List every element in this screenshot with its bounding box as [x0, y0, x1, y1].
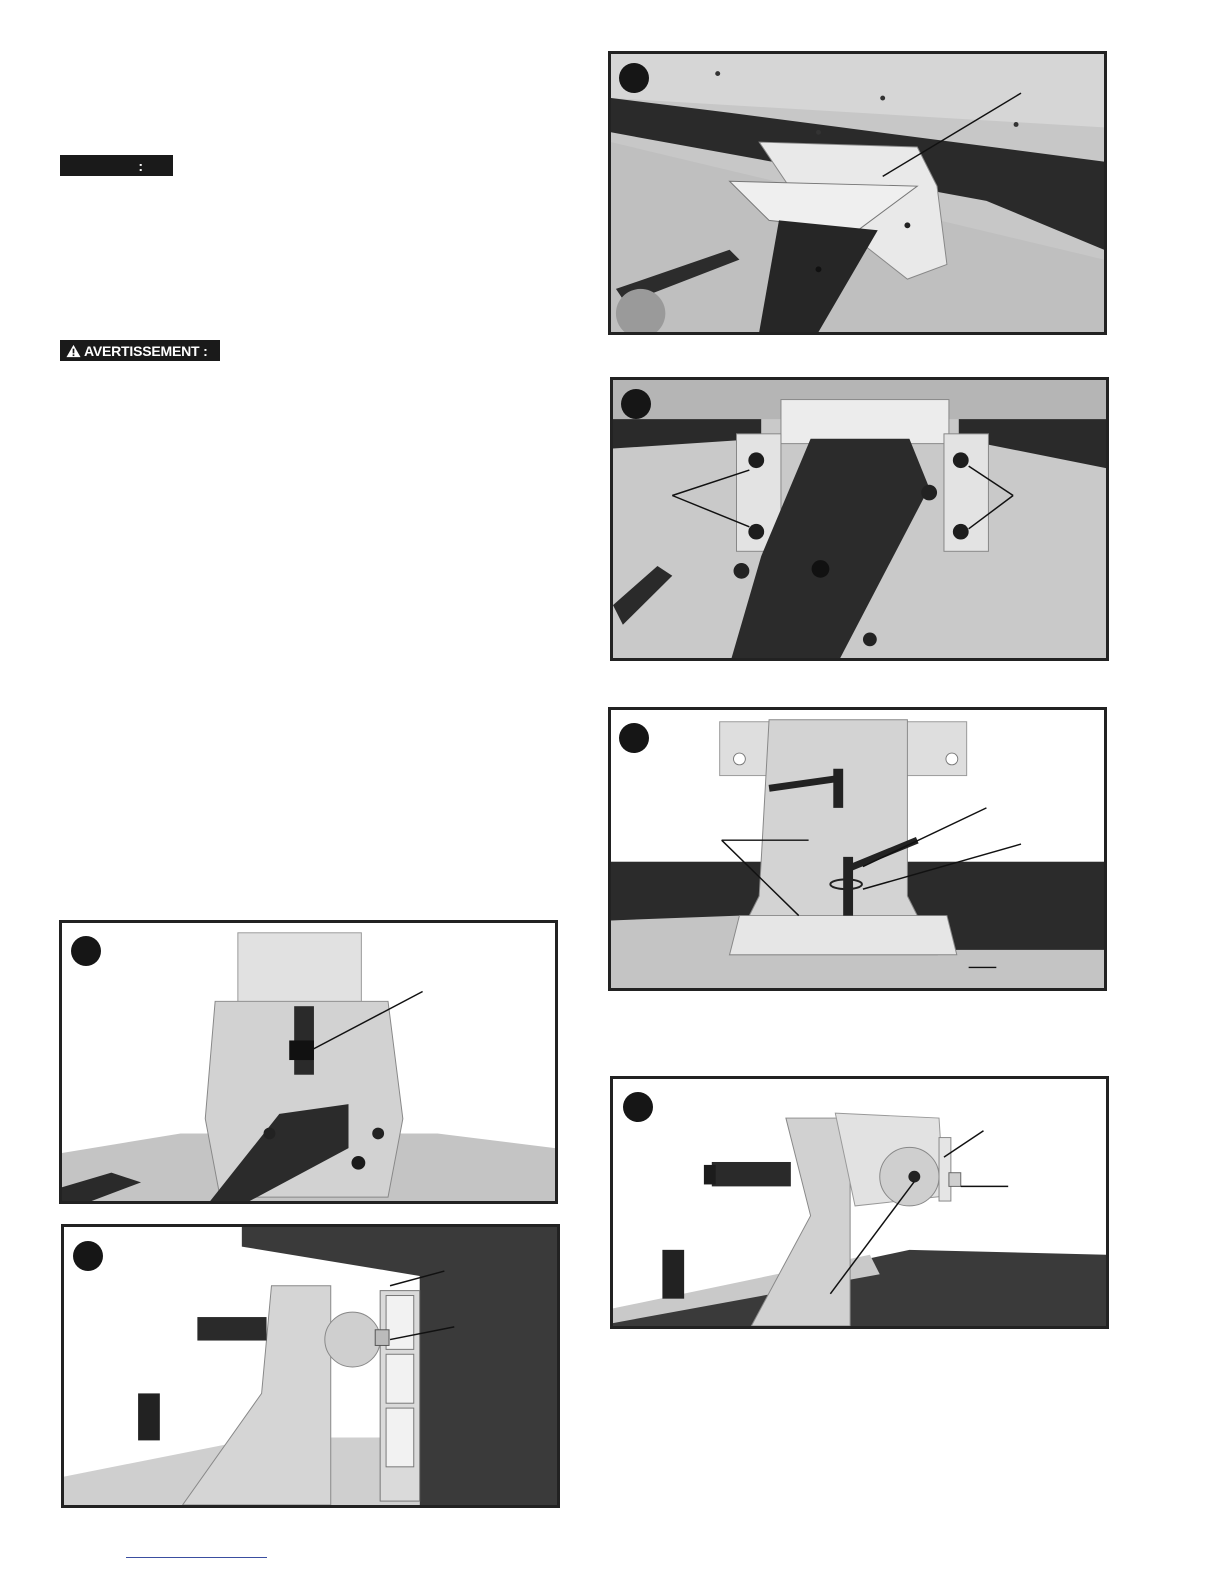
figure-number-badge [621, 389, 651, 419]
figure-number-badge [619, 723, 649, 753]
figure-number-badge [71, 936, 101, 966]
figure-photo-image [613, 380, 1106, 658]
figure-photo-image [62, 923, 555, 1201]
figure-photo-side-knob [610, 1076, 1109, 1329]
warning-label [60, 340, 220, 361]
figure-photo-rear-bracket [608, 707, 1107, 991]
note-label [60, 155, 173, 176]
figure-number-badge [73, 1241, 103, 1271]
figure-number-badge [623, 1092, 653, 1122]
warning-label-text: AVERTISSEMENT : [84, 342, 208, 359]
figure-photo-mounting-screws [610, 377, 1109, 661]
figure-photo-insert-plate [608, 51, 1107, 335]
figure-photo-image [611, 54, 1104, 332]
note-label-text: : [138, 157, 143, 174]
figure-photo-image [611, 710, 1104, 988]
figure-number-badge [619, 63, 649, 93]
figure-photo-fence-knob [61, 1224, 560, 1508]
figure-photo-front-bracket [59, 920, 558, 1204]
figure-photo-image [613, 1079, 1106, 1326]
footer-link-rule[interactable] [126, 1557, 267, 1558]
warning-triangle-icon [66, 344, 81, 358]
figure-photo-image [64, 1227, 557, 1505]
